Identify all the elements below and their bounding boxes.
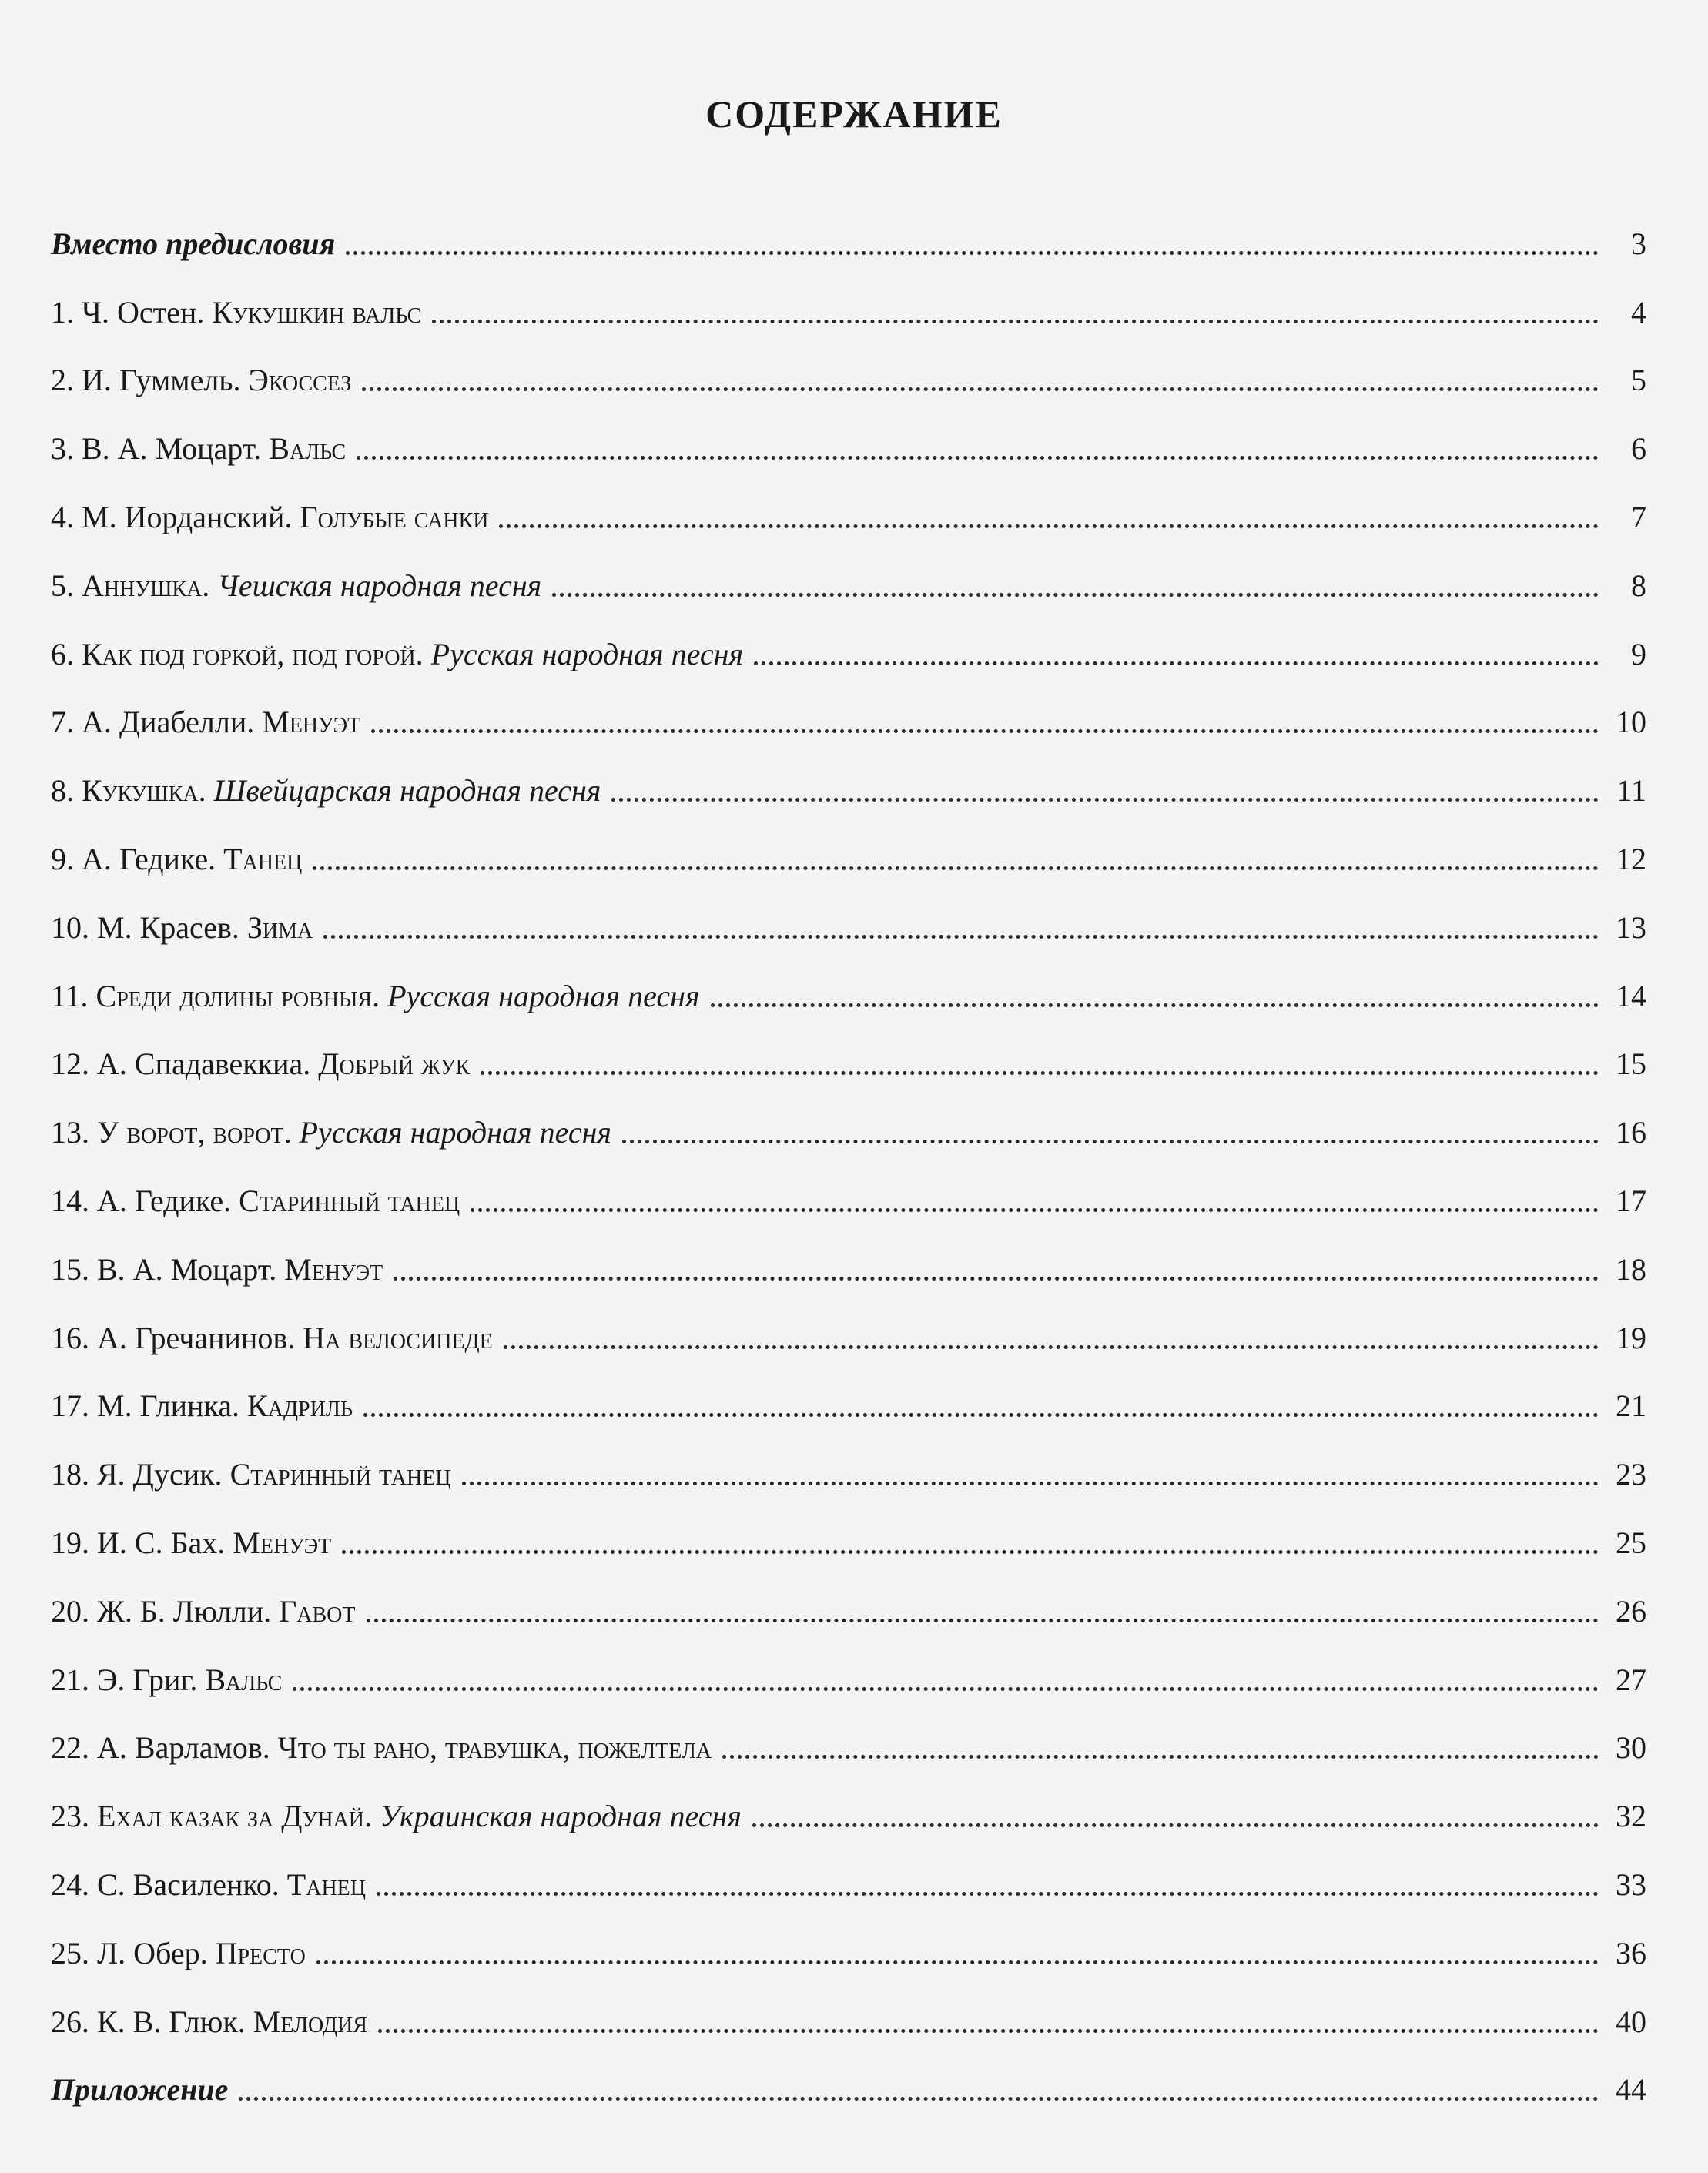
dot-leader bbox=[357, 456, 1599, 460]
toc-entry-title bbox=[51, 362, 351, 399]
toc-entry-author: М. Красев. bbox=[97, 909, 239, 945]
dot-leader bbox=[471, 1208, 1599, 1212]
toc-entry-author: А. Гедике. bbox=[82, 841, 216, 876]
toc-entry-work: Кадриль bbox=[247, 1388, 353, 1424]
toc-entry-page-number: 30 bbox=[1616, 1730, 1646, 1766]
toc-entry-title bbox=[51, 2004, 367, 2041]
toc-entry-author: А. Варламов. bbox=[97, 1730, 270, 1766]
toc-entry-work: Вальс bbox=[205, 1662, 283, 1697]
toc-entry-title bbox=[51, 704, 360, 741]
toc-entry bbox=[51, 741, 1646, 809]
toc-entry-work: Ехал казак за Дунай. bbox=[97, 1799, 373, 1834]
toc-entry bbox=[51, 399, 1646, 467]
toc-entry-page-number: 8 bbox=[1631, 568, 1646, 603]
toc-entry-page-number: 4 bbox=[1631, 294, 1646, 330]
toc-entry bbox=[51, 1766, 1646, 1835]
toc-entry bbox=[51, 1835, 1646, 1903]
toc-entry-work: Как под горкой, под горой. bbox=[82, 636, 424, 671]
toc-entry-title bbox=[51, 636, 743, 673]
toc-entry-title bbox=[51, 978, 700, 1015]
toc-entry-work: Голубые санки bbox=[300, 499, 489, 534]
toc-entry-number: 15. bbox=[51, 1251, 89, 1287]
toc-entry-title bbox=[51, 1183, 460, 1220]
toc-entry-number: 4. bbox=[51, 499, 74, 534]
toc-entry-work: Кукушкин вальс bbox=[212, 294, 422, 330]
toc-entry-work: Старинный танец bbox=[229, 1457, 451, 1492]
toc-entry-number: 9. bbox=[51, 841, 74, 876]
toc-entry-author: А. Спадавеккиа. bbox=[97, 1046, 311, 1082]
toc-entry bbox=[51, 1015, 1646, 1083]
toc-entry-number: 25. bbox=[51, 1935, 89, 1970]
toc-entry-title bbox=[51, 1798, 742, 1835]
dot-leader bbox=[316, 1960, 1599, 1964]
toc-entry-page-number: 26 bbox=[1616, 1593, 1646, 1629]
toc-entry-number: 23. bbox=[51, 1799, 89, 1834]
toc-entry-page-number: 36 bbox=[1616, 1935, 1646, 1970]
toc-entry-title bbox=[51, 1867, 366, 1903]
toc-entry-work: Менуэт bbox=[233, 1525, 332, 1560]
toc-entry-title bbox=[51, 499, 488, 536]
table-of-contents bbox=[51, 194, 1646, 2108]
dot-leader bbox=[377, 1892, 1599, 1896]
toc-entry-work: Престо bbox=[215, 1935, 306, 1970]
dot-leader bbox=[504, 1345, 1599, 1349]
toc-entry-page-number: 25 bbox=[1616, 1525, 1646, 1560]
toc-entry-author: Э. Григ. bbox=[97, 1662, 198, 1697]
toc-entry-title bbox=[51, 1251, 383, 1288]
toc-entry-work: Мелодия bbox=[253, 2004, 367, 2039]
toc-entry-page-number: 11 bbox=[1616, 773, 1646, 809]
toc-entry bbox=[51, 1562, 1646, 1630]
toc-entry bbox=[51, 194, 1646, 263]
toc-heading-text: Вместо предисловия bbox=[51, 226, 336, 261]
toc-entry-page-number: 32 bbox=[1616, 1799, 1646, 1834]
toc-entry-title bbox=[51, 1320, 493, 1357]
toc-entry bbox=[51, 2041, 1646, 2109]
toc-entry-number: 20. bbox=[51, 1593, 89, 1629]
toc-entry bbox=[51, 536, 1646, 604]
toc-entry-author: И. Гуммель. bbox=[82, 363, 241, 398]
toc-entry-work: Гавот bbox=[279, 1593, 356, 1629]
toc-entry-number: 24. bbox=[51, 1867, 89, 1902]
toc-entry-author: Ч. Остен. bbox=[82, 294, 205, 330]
toc-entry-title bbox=[51, 568, 541, 604]
toc-entry-subtitle: Швейцарская народная песня bbox=[213, 773, 601, 809]
toc-entry-number: 16. bbox=[51, 1320, 89, 1355]
toc-entry-number: 7. bbox=[51, 705, 74, 740]
toc-entry-number: 19. bbox=[51, 1525, 89, 1560]
toc-entry-work: Старинный танец bbox=[239, 1183, 460, 1218]
toc-entry-author: И. С. Бах. bbox=[97, 1525, 226, 1560]
toc-entry bbox=[51, 1288, 1646, 1357]
toc-entry-number: 10. bbox=[51, 909, 89, 945]
dot-leader bbox=[552, 593, 1599, 597]
toc-entry-number: 26. bbox=[51, 2004, 89, 2039]
dot-leader bbox=[752, 1823, 1599, 1827]
toc-entry-page-number: 44 bbox=[1616, 2072, 1646, 2108]
toc-entry-work: Добрый жук bbox=[318, 1046, 471, 1082]
toc-heading-text: Приложение bbox=[51, 2072, 229, 2108]
dot-leader bbox=[754, 661, 1599, 665]
toc-entry-number: 17. bbox=[51, 1388, 89, 1424]
toc-entry-page-number: 27 bbox=[1616, 1662, 1646, 1697]
toc-entry-work: Кукушка. bbox=[82, 773, 206, 809]
toc-entry bbox=[51, 263, 1646, 331]
toc-entry-author: К. В. Глюк. bbox=[97, 2004, 246, 2039]
toc-entry-title bbox=[51, 2071, 228, 2108]
toc-entry-page-number: 14 bbox=[1616, 978, 1646, 1013]
toc-entry-author: А. Гречанинов. bbox=[97, 1320, 296, 1355]
dot-leader bbox=[342, 1550, 1599, 1554]
toc-entry bbox=[51, 1151, 1646, 1220]
toc-entry-work: Аннушка. bbox=[82, 568, 210, 603]
toc-entry-number: 11. bbox=[51, 978, 89, 1013]
dot-leader bbox=[711, 1003, 1599, 1007]
toc-entry-subtitle: Русская народная песня bbox=[299, 1115, 612, 1150]
dot-leader bbox=[378, 2029, 1599, 2033]
toc-entry-page-number: 33 bbox=[1616, 1867, 1646, 1902]
toc-entry-number: 13. bbox=[51, 1115, 89, 1150]
toc-entry-page-number: 18 bbox=[1616, 1251, 1646, 1287]
dot-leader bbox=[293, 1687, 1599, 1691]
toc-entry-title bbox=[51, 1114, 611, 1151]
toc-entry-number: 1. bbox=[51, 294, 74, 330]
dot-leader bbox=[622, 1140, 1599, 1143]
dot-leader bbox=[432, 320, 1599, 323]
toc-entry-page-number: 19 bbox=[1616, 1320, 1646, 1355]
toc-entry-subtitle: Русская народная песня bbox=[387, 978, 700, 1013]
toc-entry-title bbox=[51, 772, 601, 809]
dot-leader bbox=[362, 387, 1599, 391]
toc-entry bbox=[51, 1357, 1646, 1425]
toc-entry bbox=[51, 878, 1646, 946]
toc-entry-title bbox=[51, 1935, 306, 1972]
toc-entry-page-number: 6 bbox=[1631, 431, 1646, 467]
toc-entry-author: Я. Дусик. bbox=[97, 1457, 223, 1492]
toc-entry bbox=[51, 946, 1646, 1015]
toc-entry-subtitle: Чешская народная песня bbox=[217, 568, 542, 603]
toc-entry-title bbox=[51, 1046, 470, 1083]
toc-entry-work: Менуэт bbox=[284, 1251, 383, 1287]
toc-entry-number: 18. bbox=[51, 1457, 89, 1492]
toc-entry bbox=[51, 604, 1646, 673]
toc-entry-work: Экоссез bbox=[248, 363, 352, 398]
dot-leader bbox=[481, 1071, 1599, 1075]
toc-entry-page-number: 13 bbox=[1616, 909, 1646, 945]
toc-entry-work: Танец bbox=[223, 841, 303, 876]
toc-entry-author: М. Глинка. bbox=[97, 1388, 240, 1424]
toc-entry-page-number: 3 bbox=[1631, 226, 1646, 261]
toc-entry-subtitle: Украинская народная песня bbox=[380, 1799, 742, 1834]
toc-entry-page-number: 16 bbox=[1616, 1115, 1646, 1150]
dot-leader bbox=[462, 1482, 1599, 1485]
toc-entry-title bbox=[51, 294, 421, 331]
toc-entry-author: С. Василенко. bbox=[97, 1867, 280, 1902]
toc-entry-page-number: 15 bbox=[1616, 1046, 1646, 1082]
toc-entry bbox=[51, 1699, 1646, 1767]
toc-entry-title bbox=[51, 1525, 331, 1562]
toc-entry-number: 5. bbox=[51, 568, 74, 603]
toc-entry-author: М. Иорданский. bbox=[82, 499, 293, 534]
toc-entry-title bbox=[51, 1388, 353, 1425]
toc-entry-page-number: 40 bbox=[1616, 2004, 1646, 2039]
toc-entry-page-number: 17 bbox=[1616, 1183, 1646, 1218]
toc-entry-number: 12. bbox=[51, 1046, 89, 1082]
dot-leader bbox=[499, 524, 1599, 528]
toc-entry-subtitle: Русская народная песня bbox=[430, 636, 744, 671]
toc-entry bbox=[51, 1083, 1646, 1151]
toc-entry-number: 2. bbox=[51, 363, 74, 398]
toc-entry-work: Танец bbox=[286, 1867, 366, 1902]
toc-entry-page-number: 9 bbox=[1631, 636, 1646, 671]
toc-entry bbox=[51, 467, 1646, 536]
toc-entry-author: Л. Обер. bbox=[97, 1935, 208, 1970]
dot-leader bbox=[239, 2097, 1599, 2101]
dot-leader bbox=[323, 935, 1599, 939]
toc-entry bbox=[51, 331, 1646, 400]
dot-leader bbox=[371, 729, 1599, 733]
toc-entry-work: Вальс bbox=[269, 431, 347, 467]
dot-leader bbox=[722, 1755, 1599, 1759]
toc-entry-work: Зима bbox=[246, 909, 313, 945]
toc-entry bbox=[51, 1425, 1646, 1493]
toc-entry-number: 21. bbox=[51, 1662, 89, 1697]
toc-entry-page-number: 5 bbox=[1631, 363, 1646, 398]
toc-entry-work: Среди долины ровныя. bbox=[95, 978, 380, 1013]
dot-leader bbox=[363, 1413, 1599, 1417]
toc-entry-number: 8. bbox=[51, 773, 74, 809]
toc-entry-title bbox=[51, 1662, 282, 1699]
toc-entry-page-number: 7 bbox=[1631, 499, 1646, 534]
toc-entry-title bbox=[51, 430, 346, 467]
toc-entry-author: В. А. Моцарт. bbox=[97, 1251, 277, 1287]
toc-entry-title bbox=[51, 1456, 451, 1493]
toc-entry-author: А. Гедике. bbox=[97, 1183, 232, 1218]
toc-entry-number: 6. bbox=[51, 636, 74, 671]
toc-entry bbox=[51, 1493, 1646, 1562]
toc-entry-author: Ж. Б. Люлли. bbox=[97, 1593, 272, 1629]
toc-entry-number: 3. bbox=[51, 431, 74, 467]
dot-leader bbox=[367, 1619, 1599, 1622]
toc-entry bbox=[51, 1903, 1646, 1972]
toc-entry-page-number: 10 bbox=[1616, 705, 1646, 740]
toc-entry-number: 22. bbox=[51, 1730, 89, 1766]
toc-entry bbox=[51, 1972, 1646, 2041]
dot-leader bbox=[346, 251, 1599, 255]
toc-entry-title bbox=[51, 909, 313, 946]
toc-entry-work: Что ты рано, травушка, пожелтела bbox=[277, 1730, 712, 1766]
toc-entry-work: У ворот, ворот. bbox=[97, 1115, 292, 1150]
dot-leader bbox=[611, 798, 1599, 802]
toc-entry-title bbox=[51, 226, 335, 263]
toc-entry-author: В. А. Моцарт. bbox=[82, 431, 262, 467]
dot-leader bbox=[313, 866, 1599, 870]
toc-entry bbox=[51, 809, 1646, 878]
toc-entry bbox=[51, 1220, 1646, 1288]
toc-entry-work: На велосипеде bbox=[303, 1320, 493, 1355]
toc-entry bbox=[51, 1630, 1646, 1699]
page-title: СОДЕРЖАНИЕ bbox=[705, 92, 1003, 136]
toc-entry-page-number: 21 bbox=[1616, 1388, 1646, 1424]
toc-entry-number: 14. bbox=[51, 1183, 89, 1218]
toc-entry-title bbox=[51, 1729, 712, 1766]
toc-entry bbox=[51, 673, 1646, 742]
toc-entry-page-number: 23 bbox=[1616, 1457, 1646, 1492]
toc-entry-page-number: 12 bbox=[1616, 841, 1646, 876]
toc-entry-work: Менуэт bbox=[262, 705, 361, 740]
toc-entry-title bbox=[51, 1593, 356, 1630]
toc-entry-author: А. Диабелли. bbox=[82, 705, 255, 740]
toc-entry-title bbox=[51, 841, 302, 878]
dot-leader bbox=[394, 1277, 1599, 1281]
